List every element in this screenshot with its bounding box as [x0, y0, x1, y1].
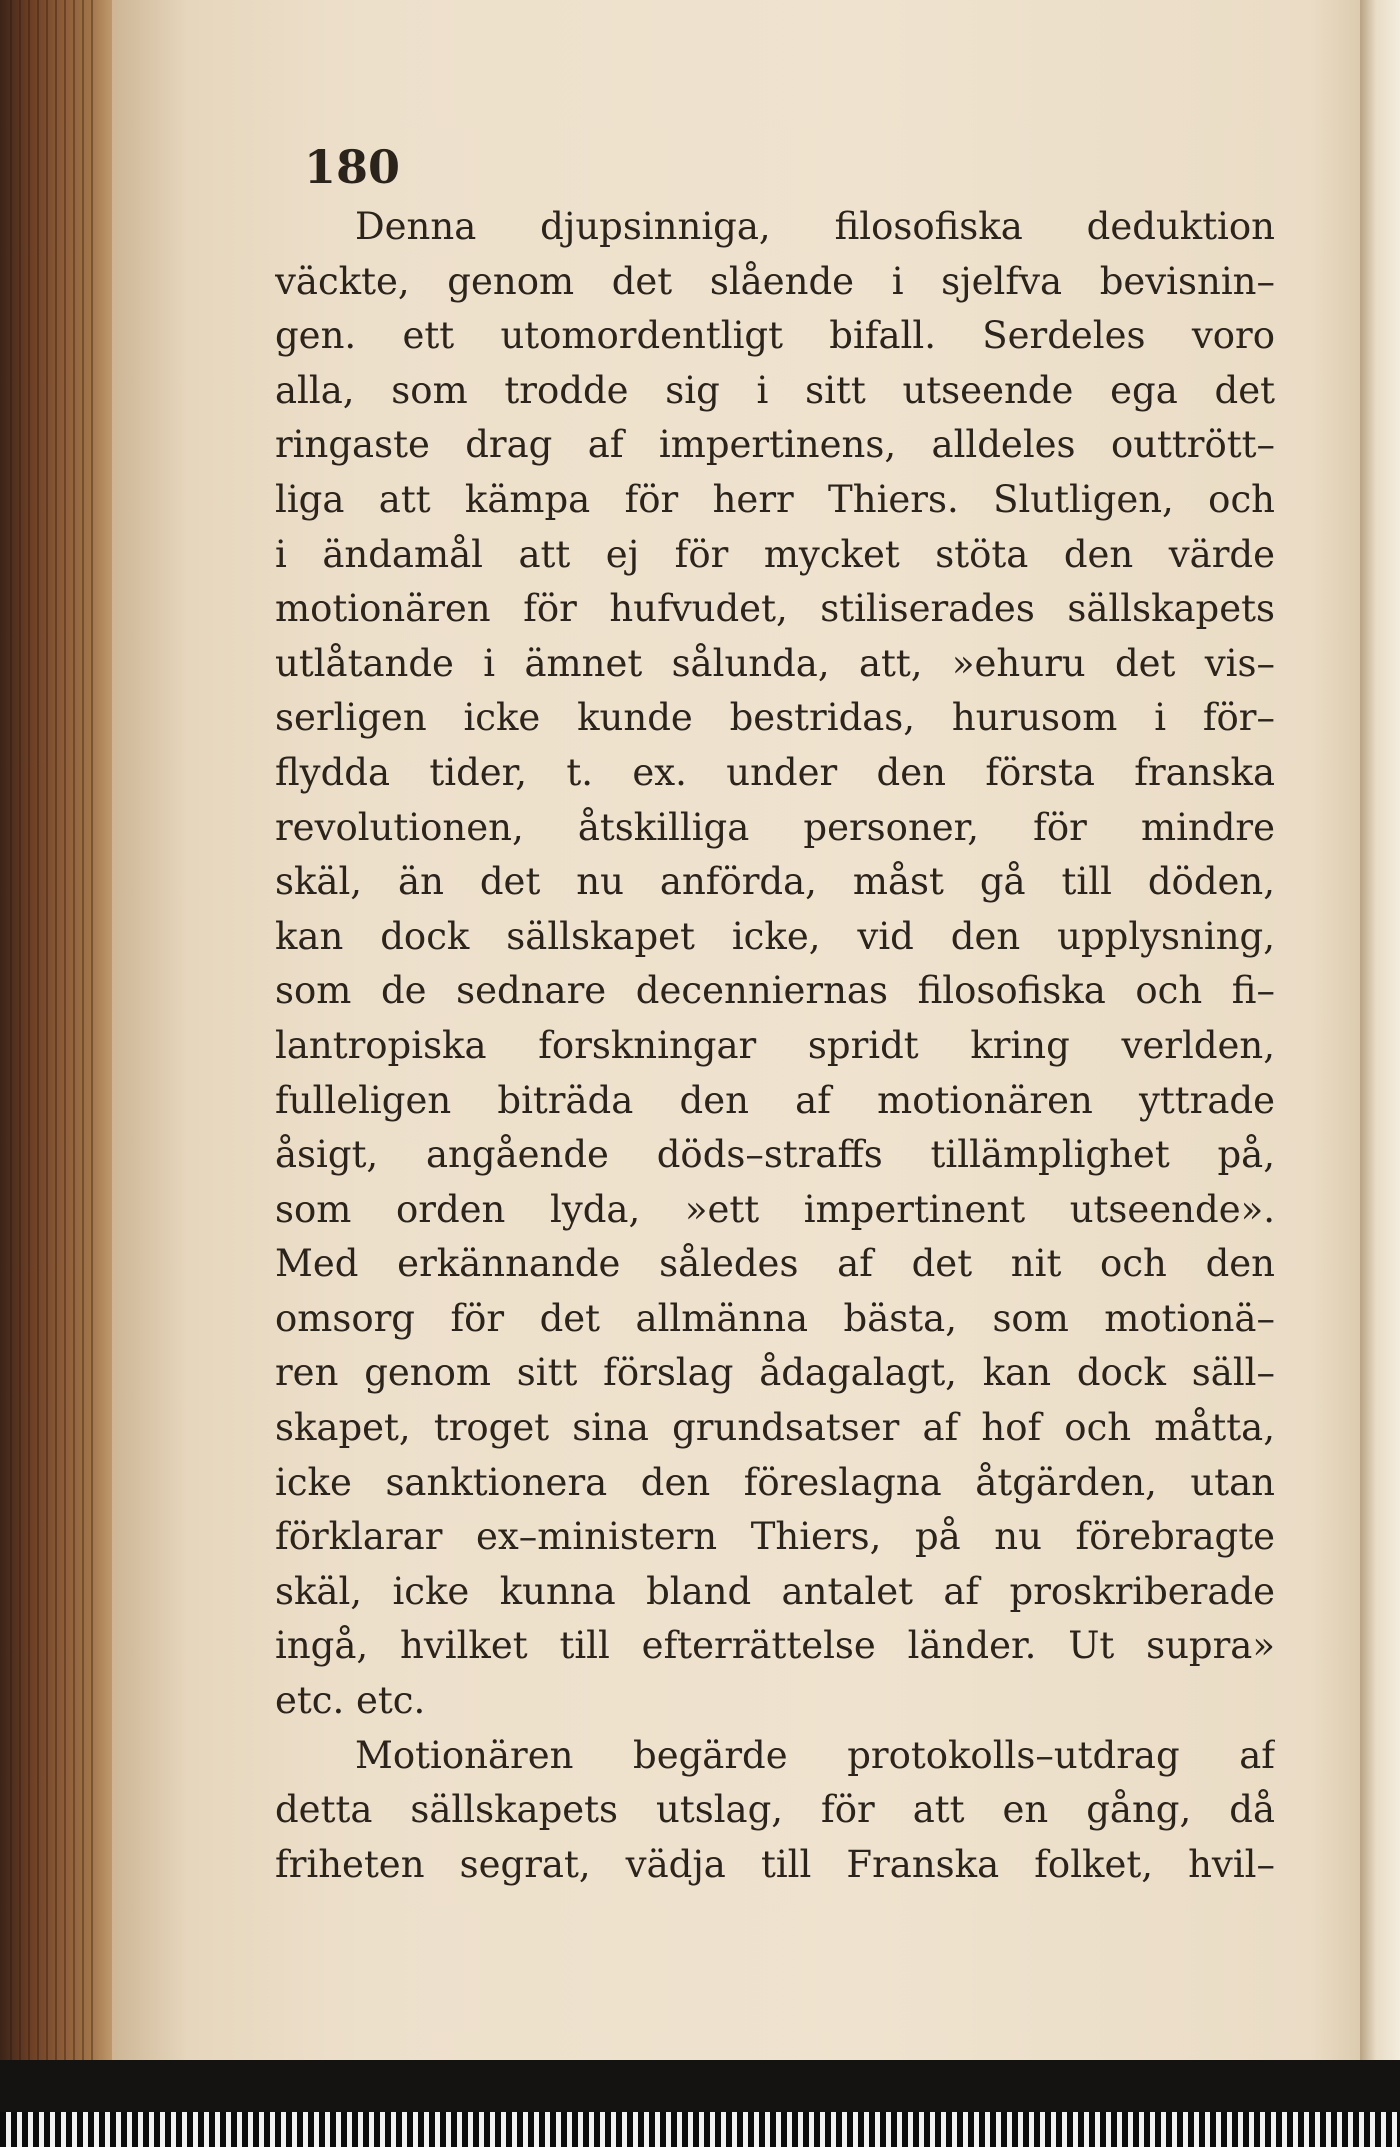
text-line: som de sednare decenniernas filosofiska och fi–: [275, 969, 1275, 1013]
text-line: detta sällskapets utslag, för att en gång, då: [275, 1788, 1275, 1832]
text-line: ringaste drag af impertinens, alldeles outtrött–: [275, 423, 1275, 467]
text-line: motionären för hufvudet, stiliserades sällskapets: [275, 587, 1275, 631]
text-line: ingå, hvilket till efterrättelse länder. Ut supra»: [275, 1624, 1275, 1668]
text-line: skäl, icke kunna bland antalet af proskriberade: [275, 1569, 1275, 1613]
text-line: lantropiska forskningar spridt kring verlden,: [275, 1023, 1275, 1067]
scan-calibration-strip: [0, 2112, 1400, 2147]
page-number: 180: [304, 140, 401, 194]
text-line: skäl, än det nu anförda, måst gå till döden,: [275, 860, 1275, 904]
text-line: åsigt, angående döds–straffs tillämplighet på,: [275, 1133, 1275, 1177]
page-edge: [1360, 0, 1400, 2060]
text-line: Motionären begärde protokolls–utdrag af: [355, 1733, 1275, 1777]
text-line: liga att kämpa för herr Thiers. Slutligen, och: [275, 477, 1275, 521]
text-line: flydda tider, t. ex. under den första franska: [275, 750, 1275, 794]
text-line: väckte, genom det slående i sjelfva bevisnin–: [275, 259, 1275, 303]
text-line: alla, som trodde sig i sitt utseende ega det: [275, 368, 1275, 412]
scanner-bed: [0, 2060, 1400, 2112]
text-line: skapet, troget sina grundsatser af hof och måtta,: [275, 1406, 1275, 1450]
text-line: gen. ett utomordentligt bifall. Serdeles voro: [275, 314, 1275, 358]
text-line: icke sanktionera den föreslagna åtgärden, utan: [275, 1460, 1275, 1504]
text-line: friheten segrat, vädja till Franska folket, hvil–: [275, 1842, 1275, 1886]
text-line: förklarar ex–ministern Thiers, på nu förebragte: [275, 1515, 1275, 1559]
text-line: ren genom sitt förslag ådagalagt, kan dock säll–: [275, 1351, 1275, 1395]
text-line: Med erkännande således af det nit och den: [275, 1242, 1275, 1286]
body-text: [275, 200, 1275, 1892]
text-line: som orden lyda, »ett impertinent utseende».: [275, 1187, 1275, 1231]
text-line: revolutionen, åtskilliga personer, för mindre: [275, 805, 1275, 849]
text-line: kan dock sällskapet icke, vid den upplysning,: [275, 914, 1275, 958]
text-line: serligen icke kunde bestridas, hurusom i för–: [275, 696, 1275, 740]
text-line: etc. etc.: [275, 1679, 426, 1723]
text-line: Denna djupsinniga, filosofiska deduktion: [355, 205, 1275, 248]
text-line: fulleligen biträda den af motionären yttrade: [275, 1078, 1275, 1122]
text-line: utlåtande i ämnet sålunda, att, »ehuru det vis–: [275, 641, 1275, 685]
text-line: omsorg för det allmänna bästa, som motionä–: [275, 1296, 1275, 1340]
book-spine-texture: [10, 0, 100, 2060]
text-line: i ändamål att ej för mycket stöta den värde: [275, 532, 1275, 576]
